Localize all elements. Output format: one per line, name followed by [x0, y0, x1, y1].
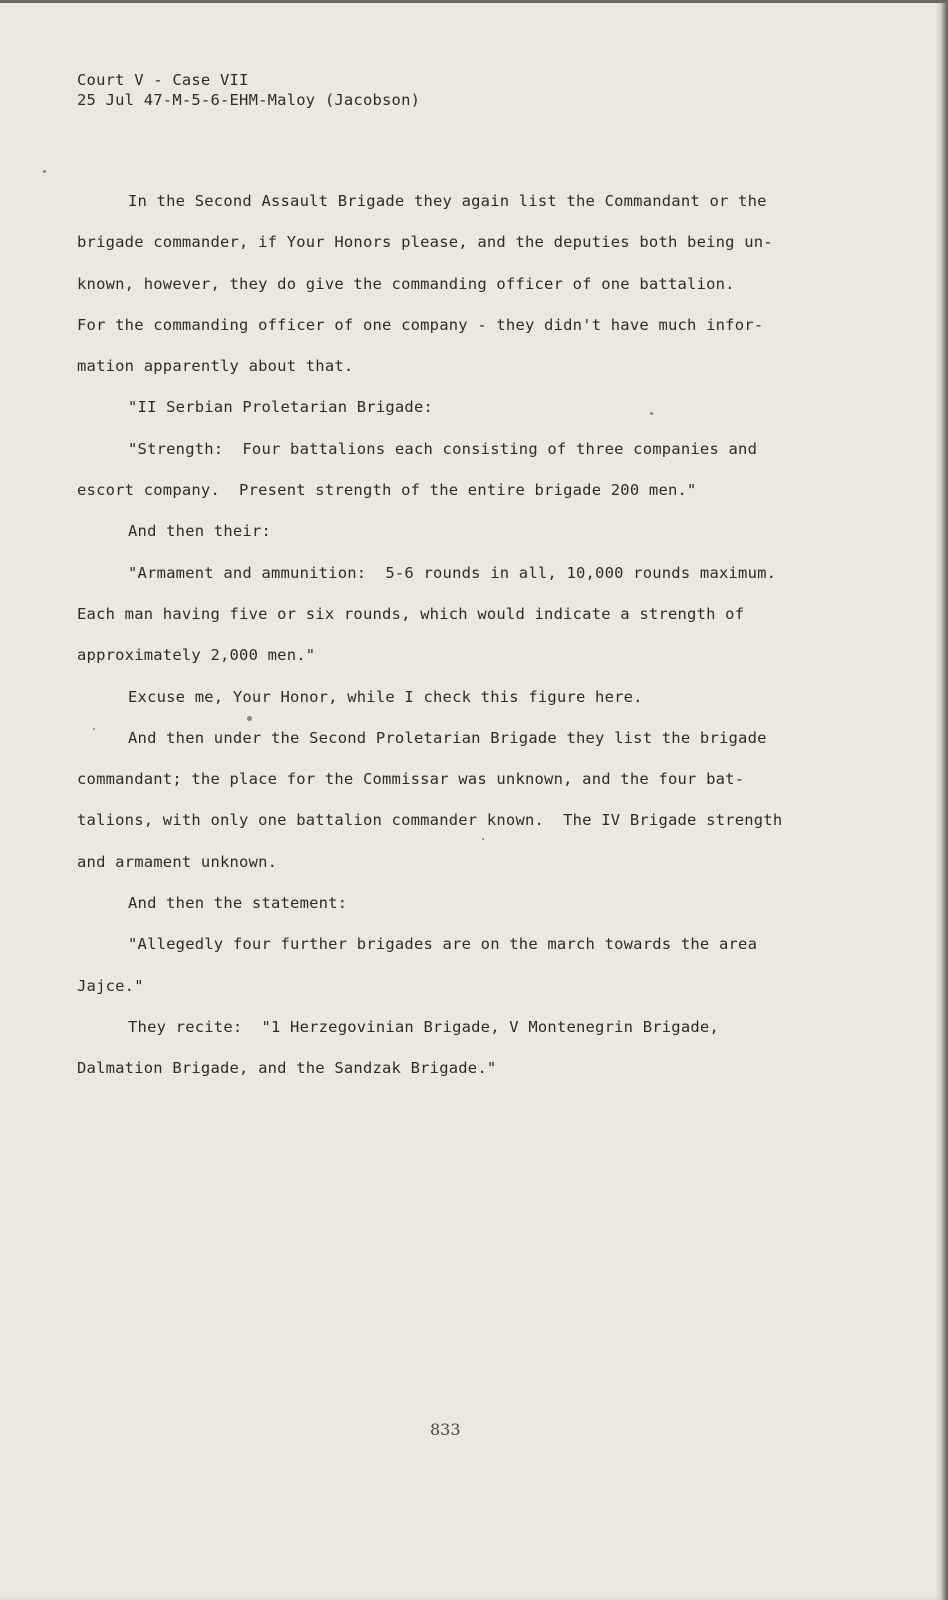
- paper-speck: [43, 170, 46, 173]
- text-line: "Allegedly four further brigades are on the march towards the area: [128, 935, 758, 954]
- paper-speck: [482, 838, 484, 840]
- text-line: and armament unknown.: [77, 852, 278, 871]
- document-header: [77, 70, 420, 110]
- page-edge-shadow: [942, 0, 948, 1600]
- page-edge-top: [0, 0, 948, 3]
- text-line: Dalmation Brigade, and the Sandzak Brigade.": [77, 1059, 497, 1078]
- text-line: For the commanding officer of one company - they didn't have much infor-: [77, 315, 764, 334]
- text-line: mation apparently about that.: [77, 357, 354, 376]
- paper-speck: [93, 728, 95, 730]
- paper-speck: [247, 716, 252, 721]
- text-line: approximately 2,000 men.": [77, 646, 316, 665]
- header-court-case: Court V - Case VII: [77, 71, 249, 89]
- paper-speck: [650, 412, 653, 415]
- text-line: commandant; the place for the Commissar was unknown, and the four bat-: [77, 770, 745, 789]
- text-line: And then under the Second Proletarian Brigade they list the brigade: [128, 728, 767, 747]
- text-line: They recite: "1 Herzegovinian Brigade, V Montenegrin Brigade,: [128, 1017, 719, 1036]
- text-line: escort company. Present strength of the entire brigade 200 men.": [77, 481, 697, 500]
- text-line: In the Second Assault Brigade they again list the Commandant or the: [128, 192, 767, 210]
- text-line: Excuse me, Your Honor, while I check this figure here.: [128, 687, 643, 706]
- header-date-reference: 25 Jul 47-M-5-6-EHM-Maloy (Jacobson): [77, 91, 421, 109]
- text-line: And then the statement:: [128, 894, 348, 913]
- page-number: 833: [430, 1420, 461, 1439]
- text-line: "II Serbian Proletarian Brigade:: [128, 398, 434, 417]
- text-line: talions, with only one battalion commander known. The IV Brigade strength: [77, 811, 783, 830]
- text-line: known, however, they do give the commanding officer of one battalion.: [77, 274, 735, 293]
- text-line: brigade commander, if Your Honors please, and the deputies both being un-: [77, 233, 773, 252]
- text-line: Each man having five or six rounds, which would indicate a strength of: [77, 604, 745, 623]
- text-line: "Strength: Four battalions each consisting of three companies and: [128, 439, 758, 458]
- text-line: "Armament and ammunition: 5-6 rounds in all, 10,000 rounds maximum.: [128, 563, 777, 582]
- text-line: And then their:: [128, 522, 271, 541]
- transcript-body: [77, 188, 847, 1097]
- text-line: Jajce.": [77, 976, 144, 995]
